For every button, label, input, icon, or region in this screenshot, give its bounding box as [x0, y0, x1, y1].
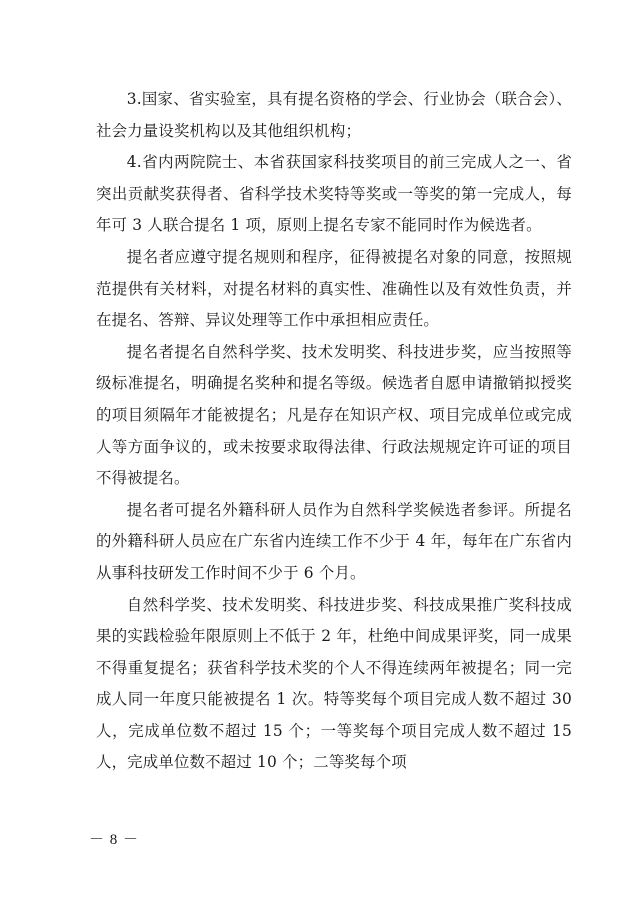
paragraph-nominating-labs: 3.国家、省实验室，具有提名资格的学会、行业协会（联合会）、社会力量设奖机构以及其他组织机构； — [96, 90, 572, 140]
page-number: － 8 － — [88, 832, 139, 848]
paragraph-nominator-duties: 提名者应遵守提名规则和程序，征得被提名对象的同意，按照规范提供有关材料，对提名材料的真实性、准确性以及有效性负责，并在提名、答辩、异议处理等工作中承担相应责任。 — [96, 247, 572, 330]
paragraph-award-limits: 自然科学奖、技术发明奖、科技进步奖、科技成果推广奖科技成果的实践检验年限原则上不低于 2 年，杜绝中间成果评奖，同一成果不得重复提名；获省科学技术奖的个人不得连续两年被提名；同一完成人同一年度只能被提名 1 次。特等奖每个项目完成人数不超过 30 人，完成单位数不超过 15 个；一等奖每个项目完成人数不超过 15 人，完成单位数不超过 10 个；二等奖每个项 — [96, 595, 572, 772]
paragraph-nomination-levels: 提名者提名自然科学奖、技术发明奖、科技进步奖，应当按照等级标准提名，明确提名奖种和提名等级。候选者自愿申请撤销拟授奖的项目须隔年才能被提名；凡是存在知识产权、项目完成单位或完成人等方面争议的，或未按要求取得法律、行政法规规定许可证的项目不得被提名。 — [96, 342, 572, 488]
document-body — [96, 84, 572, 779]
paragraph-academician-nomination: 4.省内两院院士、本省获国家科技奖项目的前三完成人之一、省突出贡献奖获得者、省科学技术奖特等奖或一等奖的第一完成人，每年可 3 人联合提名 1 项，原则上提名专家不能同时作为候选者。 — [96, 153, 572, 235]
paragraph-foreign-researchers: 提名者可提名外籍科研人员作为自然科学奖候选者参评。所提名的外籍科研人员应在广东省内连续工作不少于 4 年，每年在广东省内从事科技研发工作时间不少于 6 个月。 — [96, 500, 572, 582]
